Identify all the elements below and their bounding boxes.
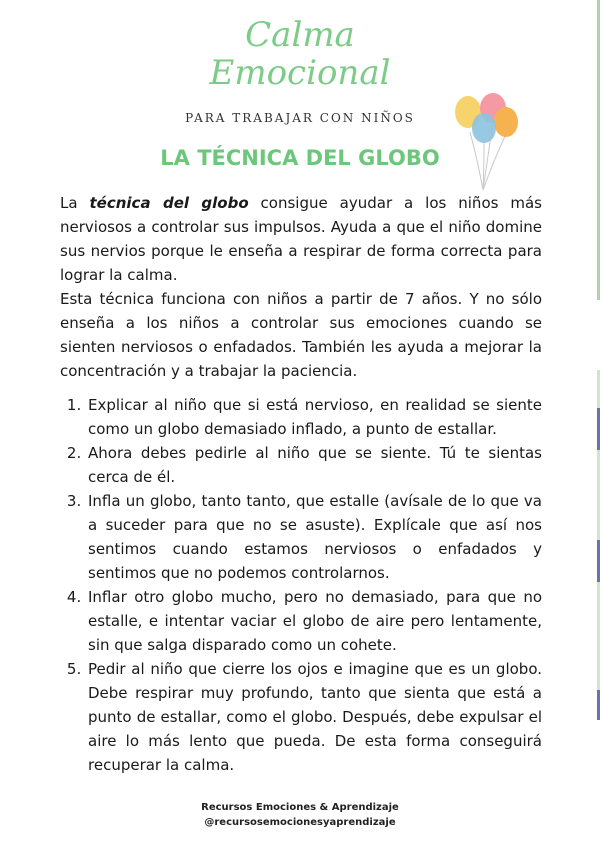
steps-list — [60, 393, 542, 777]
main-content — [60, 191, 542, 777]
title-emocional: Emocional — [209, 53, 391, 93]
list-item: 2. Ahora debes pedirle al niño que se siente. Tú te sientas cerca de él. — [86, 441, 542, 489]
balloon-blue-icon — [472, 113, 496, 143]
intro-paragraph-2: Esta técnica funciona con niños a partir de 7 años. Y no sólo enseña a los niños a controlar sus emociones cuando se sienten nerviosos o enfadados. También les ayuda a mejorar la concentración y a trabajar la paciencia. — [60, 290, 542, 380]
intro-rest: consigue ayudar a los niños más nerviosos a controlar sus impulsos. Ayuda a que el niño domine sus nervios porque le enseña a respirar de forma correcta para lograr la calma. — [60, 194, 542, 284]
intro-lead: La — [60, 194, 78, 212]
list-item: 4. Inflar otro globo mucho, pero no demasiado, para que no estalle, e intentar vaciar el globo de aire pero lentamente, sin que salga disparado como un cohete. — [86, 585, 542, 657]
balloon-orange-icon — [494, 107, 518, 137]
footer-brand: Recursos Emociones & Aprendizaje — [201, 802, 399, 813]
subtitle: PARA TRABAJAR CON NIÑOS — [185, 111, 415, 125]
title-calma: Calma — [245, 15, 355, 55]
footer-handle: @recursosemocionesyaprendizaje — [204, 817, 396, 828]
list-item: 3. Infla un globo, tanto tanto, que estalle (avísale de lo que va a suceder para que no se asuste). Explícale que así nos sentimos cuando estamos nerviosos o enfadados y sentimos que no podemos controlarnos. — [86, 489, 542, 585]
intro-paragraph — [60, 191, 542, 287]
list-item: 5. Pedir al niño que cierre los ojos e imagine que es un globo. Debe respirar muy profundo, tanto que sienta que está a punto de estallar, como el globo. Después, debe expulsar el aire lo más lento que pueda. De esta forma conseguirá recuperar la calma. — [86, 657, 542, 777]
footer — [0, 800, 600, 830]
page-heading: LA TÉCNICA DEL GLOBO — [160, 146, 440, 170]
intro-emphasis: técnica del globo — [89, 194, 249, 212]
balloons-illustration — [448, 92, 528, 192]
list-item: 1. Explicar al niño que si está nervioso, en realidad se siente como un globo demasiado inflado, a punto de estallar. — [86, 393, 542, 441]
